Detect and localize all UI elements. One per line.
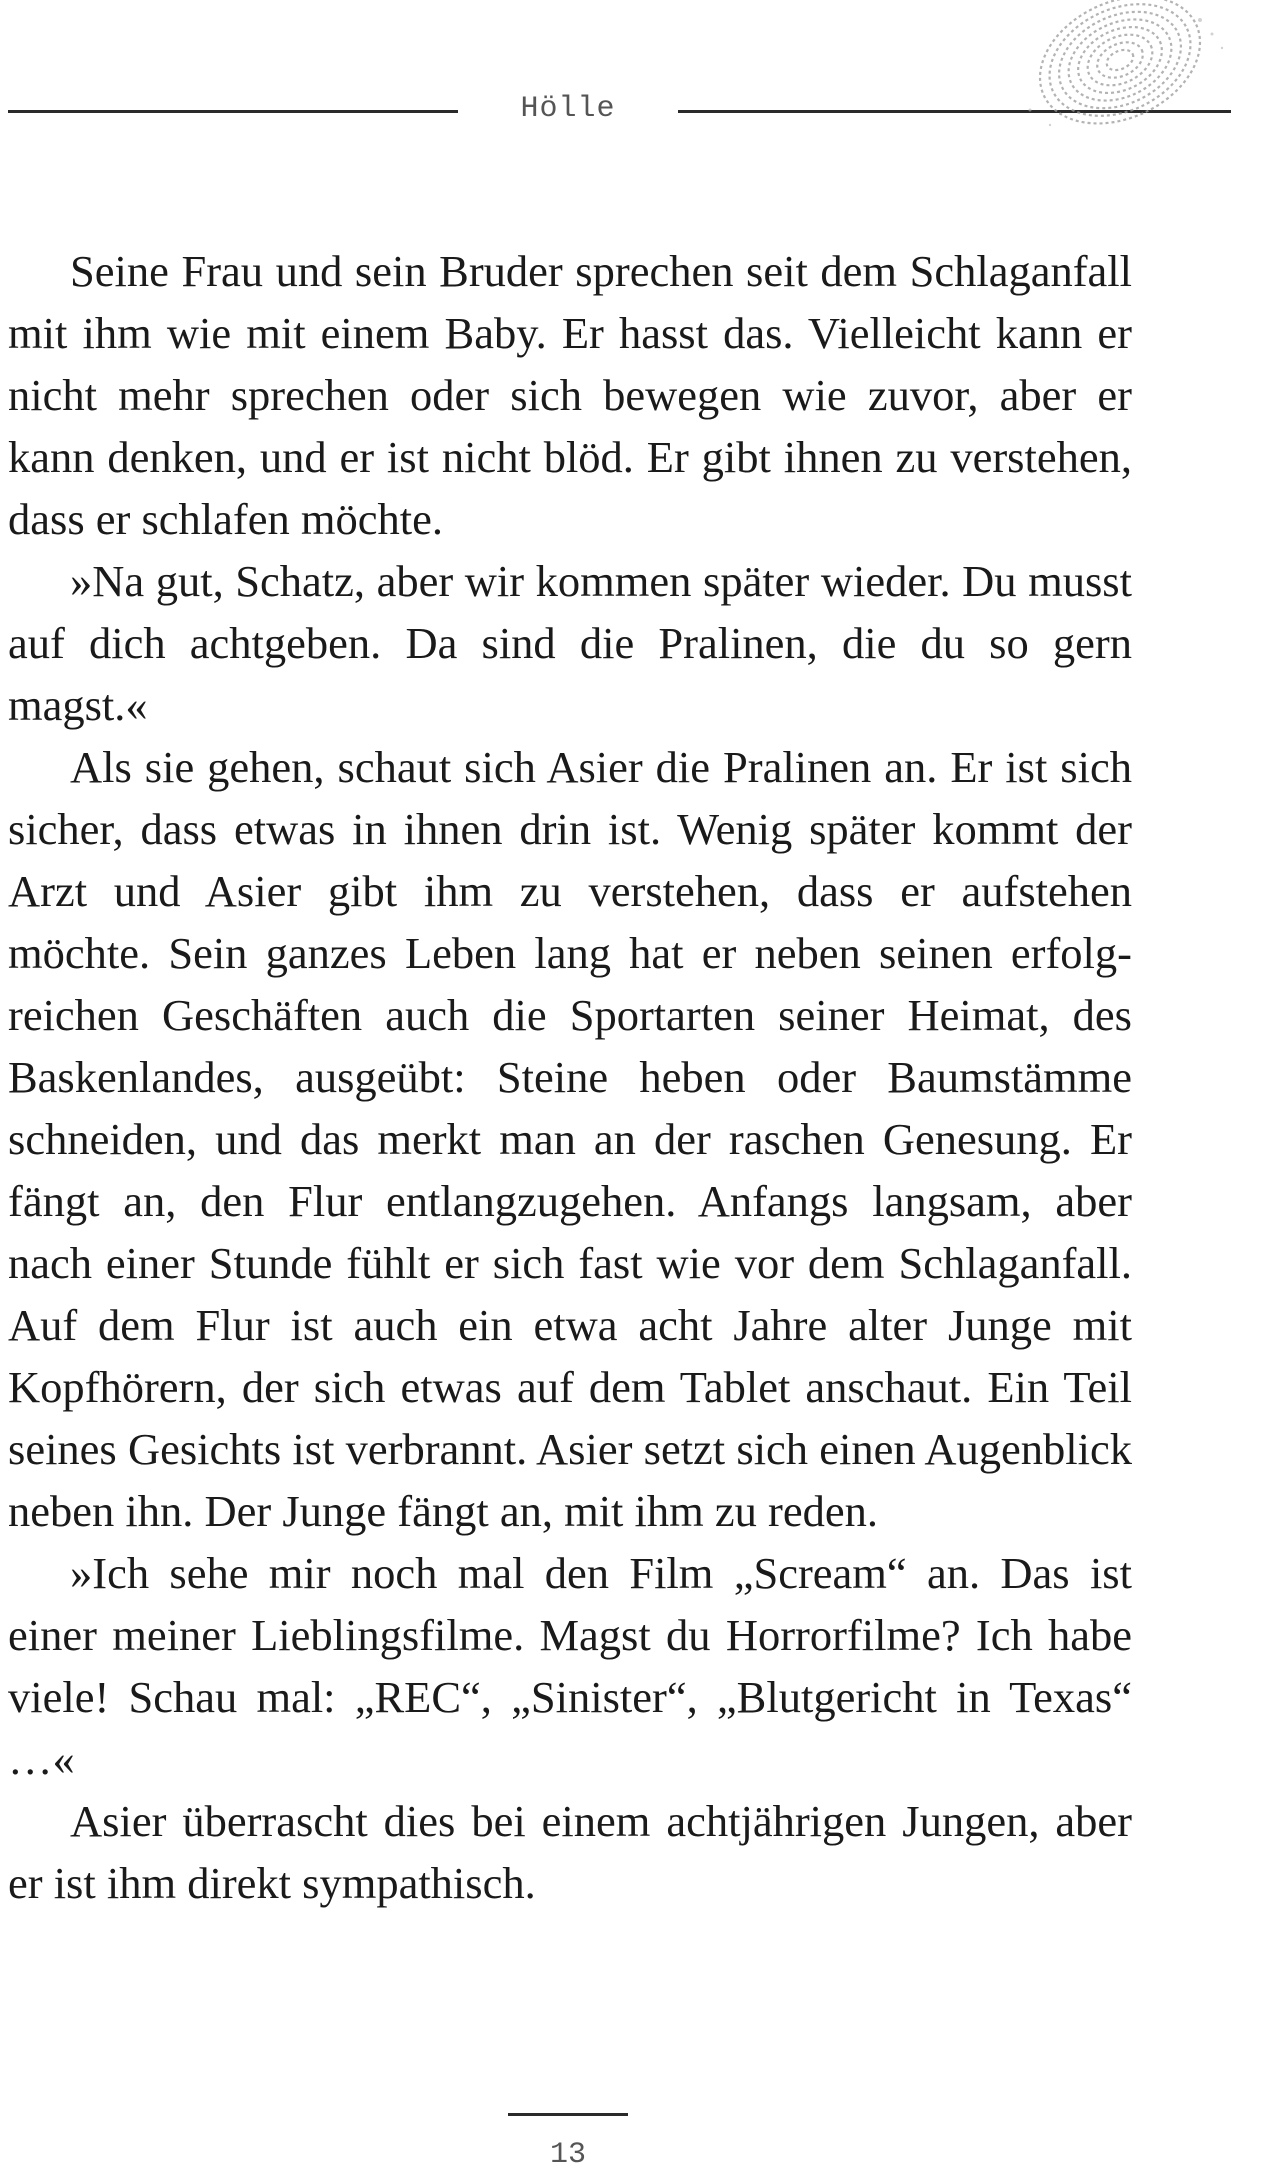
paragraph-2: »Na gut, Schatz, aber wir kommen später wieder. Du musst auf dich achtgeben. Da sind die Pralinen, die du so gern magst.« <box>8 556 1132 730</box>
header-rule-left <box>8 110 458 113</box>
running-title: Hölle <box>520 92 616 126</box>
body-text <box>8 240 1132 1914</box>
paragraph-4: »Ich sehe mir noch mal den Film „Scream“ an. Das ist einer meiner Lieblingsfilme. Magst du Horrorfilme? Ich habe viele! Schau mal: „REC“, „Sinister“, „Blutgericht in Texas“ …« <box>8 1548 1132 1784</box>
page-number: 13 <box>549 2138 586 2172</box>
paragraph-1: Seine Frau und sein Bruder sprechen seit dem Schlaganfall mit ihm wie mit einem Baby. Er hasst das. Vielleicht kann er nicht mehr sprechen oder sich bewegen wie zuvor, aber er kann denken, und er ist nicht blöd. Er gibt ihnen zu verstehen, dass er schlafen möchte. <box>8 246 1132 544</box>
paragraph-5: Asier überrascht dies bei einem achtjährigen Jungen, aber er ist ihm direkt sympathisch. <box>8 1796 1132 1908</box>
fingerprint-icon <box>1000 0 1230 150</box>
footer-rule <box>508 2113 628 2116</box>
paragraph-3: Als sie gehen, schaut sich Asier die Pralinen an. Er ist sich sicher, dass etwas in ihnen drin ist. Wenig später kommt der Arzt und Asier gibt ihm zu verstehen, dass er aufstehen möchte. Sein ganzes Leben lang hat er neben seinen erfolgreichen Geschäften auch die Sportarten seiner Heimat, des Baskenlandes, ausgeübt: Steine heben oder Baumstämme schneiden, und das merkt man an der raschen Genesung. Er fängt an, den Flur entlangzugehen. Anfangs langsam, aber nach einer Stunde fühlt er sich fast wie vor dem Schlaganfall. Auf dem Flur ist auch ein etwa acht Jahre alter Junge mit Kopfhörern, der sich etwas auf dem Tablet anschaut. Ein Teil seines Gesichts ist verbrannt. Asier setzt sich einen Augenblick neben ihn. Der Junge fängt an, mit ihm zu reden. <box>8 742 1132 1536</box>
